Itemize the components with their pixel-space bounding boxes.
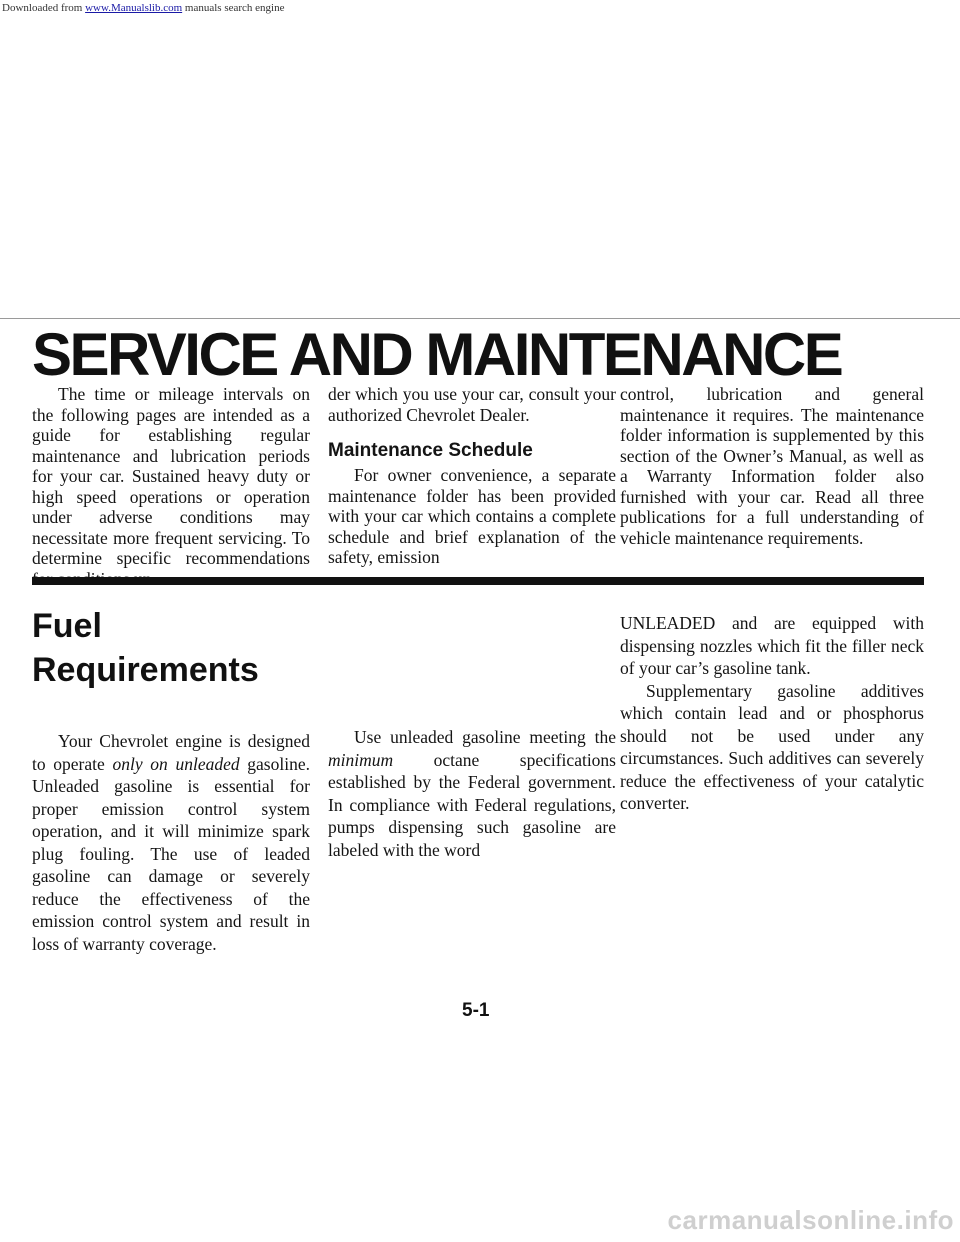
fuel-paragraph-2: [328, 726, 616, 861]
fuel-column-3: [620, 612, 924, 815]
intro-column-3: [620, 384, 924, 548]
fuel-p2-text: Use unleaded gasoline meeting the: [354, 727, 616, 747]
maintenance-schedule-paragraph: For owner convenience, a separate maintenance folder has been provided with your car which contains a complete schedule and brief explanation of the safety, emission: [328, 465, 616, 567]
fuel-paragraph-2-continued: UNLEADED and are equipped with dispensing nozzles which fit the filler neck of your car’s gasoline tank.: [620, 613, 924, 678]
fuel-column-2: [328, 726, 616, 861]
section-divider: [32, 577, 924, 585]
section-title: SERVICE AND MAINTENANCE: [32, 321, 842, 388]
fuel-p1-emphasis: only on unleaded: [112, 753, 240, 774]
download-prefix: Downloaded from: [2, 2, 83, 14]
intro-column-1: [32, 384, 310, 589]
watermark-logo: carmanualsonline.info: [667, 1205, 954, 1235]
intro-paragraph-continued: der which you use your car, consult your authorized Chevrolet Dealer.: [328, 384, 616, 425]
fuel-title-line-1: Fuel: [32, 607, 102, 645]
fuel-paragraph-3: Supplementary gasoline additives which contain lead and or phosphorus should not be used under any circumstances. Such additives can severely reduce the effectiveness of your catalytic converter.: [620, 680, 924, 813]
top-divider: [0, 318, 960, 319]
maintenance-schedule-paragraph-continued: control, lubrication and general maintenance it requires. The maintenance folder information is supplemented by this section of the Owner’s Manual, as well as a Warranty Information folder also furnished with your car. Read all three publications for a full understanding of vehicle maintenance requirements.: [620, 384, 924, 548]
fuel-p1-text: Your Chevrolet engine is designed to operate: [32, 731, 310, 774]
fuel-column-1: [32, 730, 310, 955]
page-number: 5-1: [462, 1000, 490, 1021]
intro-paragraph: The time or mileage intervals on the following pages are intended as a guide for establishing regular maintenance and lubrication periods for your car. Sustained heavy duty or high speed operations or operation under adverse conditions may necessitate more frequent servicing. To determine specific recommendations: [32, 384, 310, 568]
fuel-p2-emphasis: minimum: [328, 749, 394, 770]
maintenance-schedule-heading: Maintenance Schedule: [328, 440, 533, 461]
fuel-p1-text-continued: gasoline. Unleaded gasoline is essential for proper emission control system operation, and it will minimize spark plug fouling. The use of leaded gasoline can damage or severely reduce the effectiveness of the emission control system and result in loss of warranty coverage.: [32, 753, 310, 954]
fuel-title-line-2: Requirements: [32, 651, 259, 689]
fuel-paragraph-1: [32, 730, 310, 955]
download-source-note: [2, 2, 284, 14]
download-suffix: manuals search engine: [184, 2, 285, 14]
fuel-p2-text-continued: octane specifications established by the Federal government. In compliance with Federal regulations, pumps dispensing such gasoline are labeled with the word: [328, 749, 616, 860]
intro-column-2: [328, 384, 616, 568]
manualslib-link[interactable]: www.Manualslib.com: [85, 2, 183, 14]
fuel-requirements-title: [32, 604, 259, 692]
